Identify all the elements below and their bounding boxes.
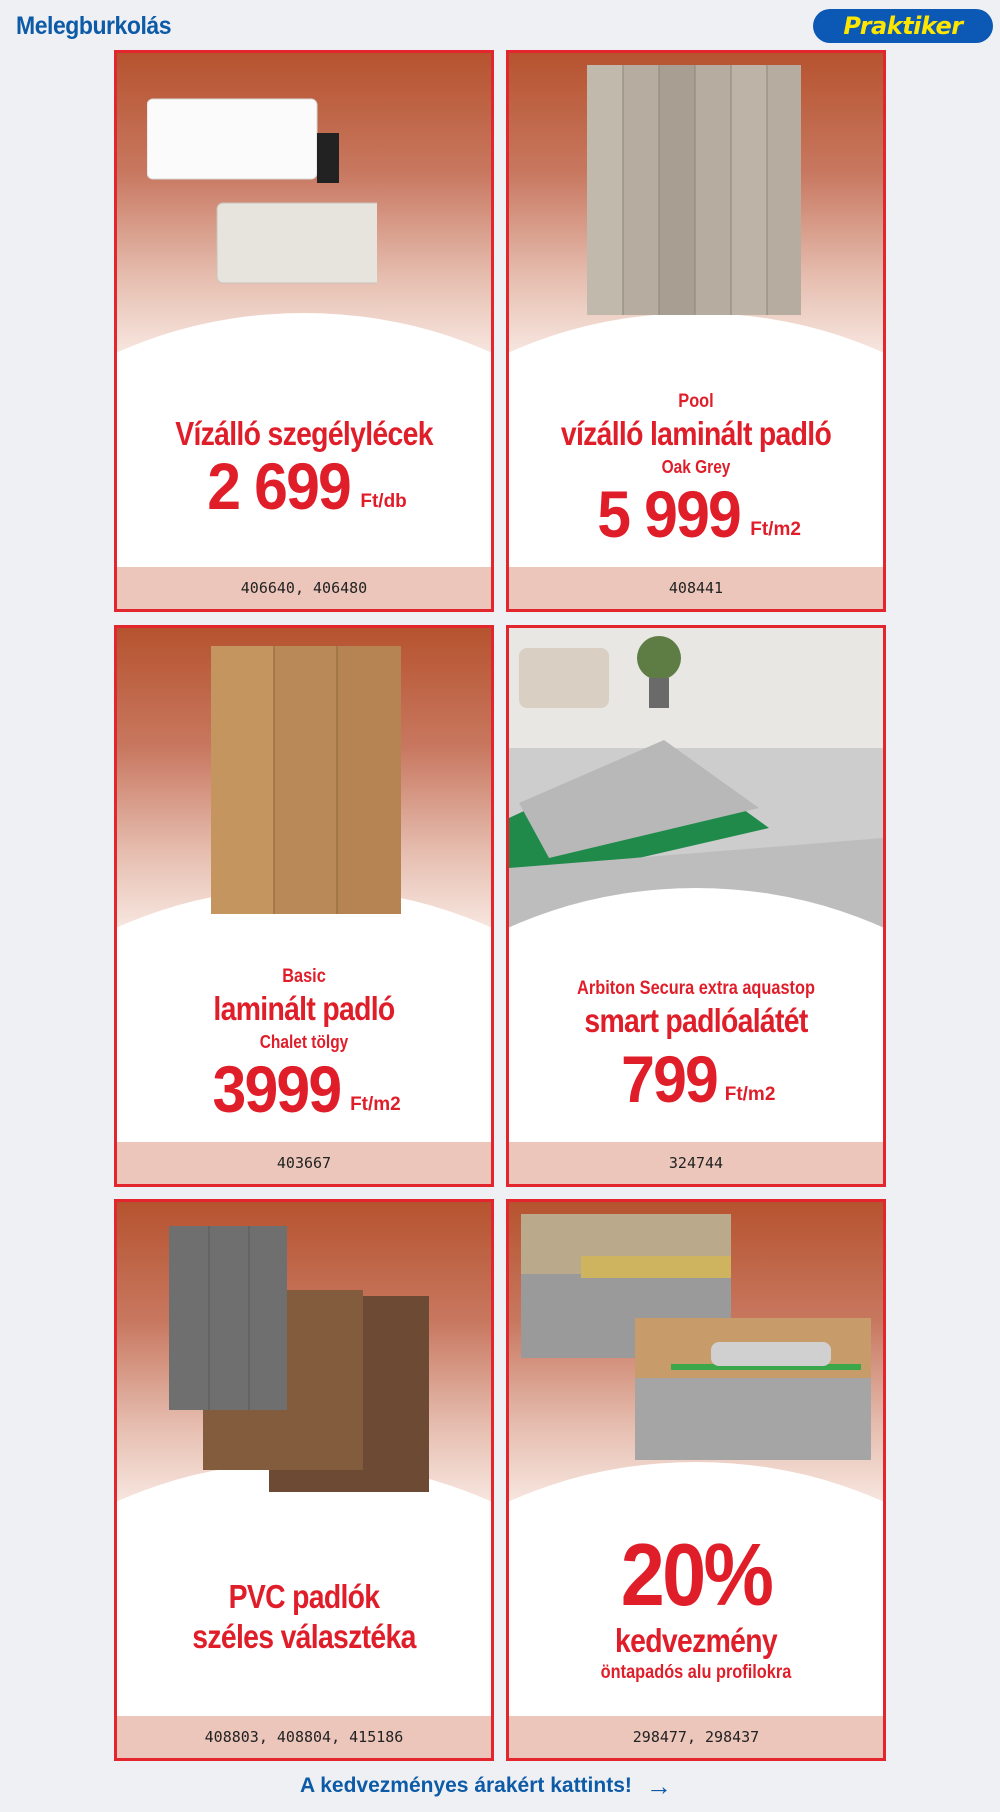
product-variant: Oak Grey bbox=[661, 457, 731, 477]
product-variant: Chalet tölgy bbox=[259, 1032, 349, 1052]
product-code-bar bbox=[117, 1142, 491, 1184]
price bbox=[117, 449, 491, 523]
product-codes: 408441 bbox=[668, 579, 724, 597]
product-title: smart padlóalátét bbox=[584, 1002, 808, 1039]
discount-percent: 20% bbox=[620, 1525, 772, 1624]
promo-line-2: széles választéka bbox=[192, 1618, 416, 1655]
section-title: Melegburkolás bbox=[16, 12, 172, 40]
product-code-bar bbox=[117, 1716, 491, 1758]
price-value: 5 999 bbox=[597, 477, 741, 551]
price-value: 3999 bbox=[212, 1052, 341, 1126]
product-code-bar bbox=[117, 567, 491, 609]
product-card-pool-laminate[interactable] bbox=[506, 50, 886, 612]
price-unit: Ft/m2 bbox=[750, 519, 801, 540]
pvc-floor-samples-image bbox=[169, 1226, 429, 1496]
price-value: 2 699 bbox=[207, 449, 351, 523]
discount-prices-link[interactable] bbox=[300, 1770, 720, 1802]
underlay-room-image bbox=[509, 628, 883, 928]
product-card-underlay[interactable] bbox=[506, 625, 886, 1187]
header bbox=[0, 0, 1000, 50]
skirting-boards-image bbox=[147, 93, 377, 333]
price-unit: Ft/m2 bbox=[350, 1094, 401, 1115]
price-unit: Ft/db bbox=[360, 491, 407, 512]
product-title: Vízálló szegélylécek bbox=[175, 415, 433, 452]
product-codes: 403667 bbox=[276, 1154, 332, 1172]
product-brand: Basic bbox=[282, 966, 326, 987]
discount-subtitle: öntapadós alu profilokra bbox=[600, 1662, 792, 1683]
product-code-bar bbox=[509, 1716, 883, 1758]
price bbox=[117, 1052, 491, 1126]
product-brand: Pool bbox=[678, 391, 714, 412]
chalet-oak-laminate-image bbox=[211, 646, 401, 914]
discount-prices-link-label: A kedvezményes árakért kattints! bbox=[300, 1774, 632, 1797]
product-codes: 324744 bbox=[668, 1154, 724, 1172]
price-unit: Ft/m2 bbox=[724, 1084, 776, 1105]
product-card-skirting[interactable] bbox=[114, 50, 494, 612]
logo-text: Praktiker bbox=[843, 12, 963, 40]
product-code-bar bbox=[509, 567, 883, 609]
promo-line-1: PVC padlók bbox=[228, 1578, 380, 1615]
arrow-right-icon: → bbox=[645, 1770, 672, 1801]
praktiker-logo[interactable] bbox=[813, 9, 993, 43]
product-code-bar bbox=[509, 1142, 883, 1184]
price bbox=[509, 477, 883, 551]
product-codes: 406640, 406480 bbox=[240, 579, 368, 597]
alu-profiles-image bbox=[521, 1214, 871, 1460]
product-card-pvc-floors[interactable] bbox=[114, 1199, 494, 1761]
price-value: 799 bbox=[620, 1042, 717, 1116]
product-title: laminált padló bbox=[213, 990, 395, 1027]
oak-grey-laminate-image bbox=[587, 65, 801, 315]
discount-label: kedvezmény bbox=[615, 1622, 777, 1659]
product-codes: 408803, 408804, 415186 bbox=[204, 1728, 404, 1746]
product-codes: 298477, 298437 bbox=[632, 1728, 760, 1746]
product-brand: Arbiton Secura extra aquastop bbox=[577, 978, 815, 999]
product-title: vízálló laminált padló bbox=[560, 415, 832, 452]
price bbox=[509, 1042, 883, 1116]
product-card-basic-laminate[interactable] bbox=[114, 625, 494, 1187]
product-card-alu-profiles[interactable] bbox=[506, 1199, 886, 1761]
